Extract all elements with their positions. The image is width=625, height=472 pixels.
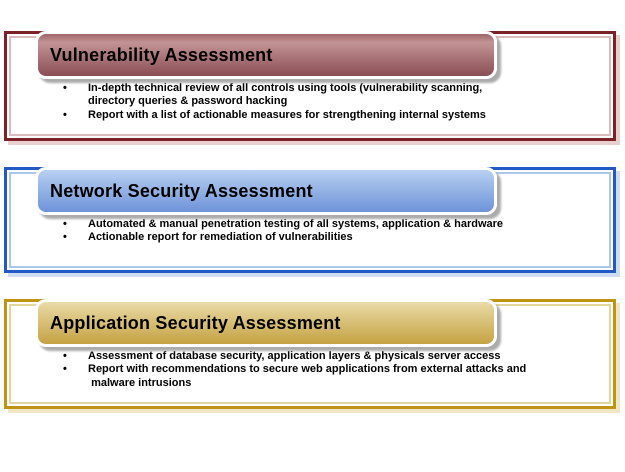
bullet-item — [61, 350, 591, 364]
sections — [4, 31, 616, 409]
bullet-item — [61, 231, 591, 245]
bullet-item — [61, 109, 591, 123]
bullet-line: • Report with a list of actionable measures for strengthening internal systems — [88, 108, 486, 121]
bullet-item — [61, 218, 591, 232]
section-title: Application Security Assessment — [50, 312, 341, 333]
bullet-item — [61, 82, 591, 109]
section-header-banner — [35, 299, 497, 347]
bullet-line: • Assessment of database security, application layers & physicals server access — [88, 349, 501, 362]
section-title: Network Security Assessment — [50, 180, 313, 201]
assessment-section — [4, 299, 616, 409]
bullet-item — [61, 363, 591, 390]
section-header-banner — [35, 31, 497, 79]
bullet-line: directory queries & password hacking — [88, 95, 288, 107]
bullet-line: • In-depth technical review of all controls using tools (vulnerability scanning, — [88, 81, 483, 94]
assessment-section — [4, 31, 616, 141]
bullet-line: • Report with recommendations to secure web applications from external attacks and — [88, 363, 527, 375]
section-title: Vulnerability Assessment — [50, 44, 273, 65]
section-header-banner — [35, 167, 497, 215]
bullet-line: • Automated & manual penetration testing of all systems, application & hardware — [88, 217, 504, 230]
assessment-section — [4, 167, 616, 273]
bullet-line: malware intrusions — [88, 376, 192, 389]
bullet-line: • Actionable report for remediation of vulnerabilities — [88, 231, 353, 243]
